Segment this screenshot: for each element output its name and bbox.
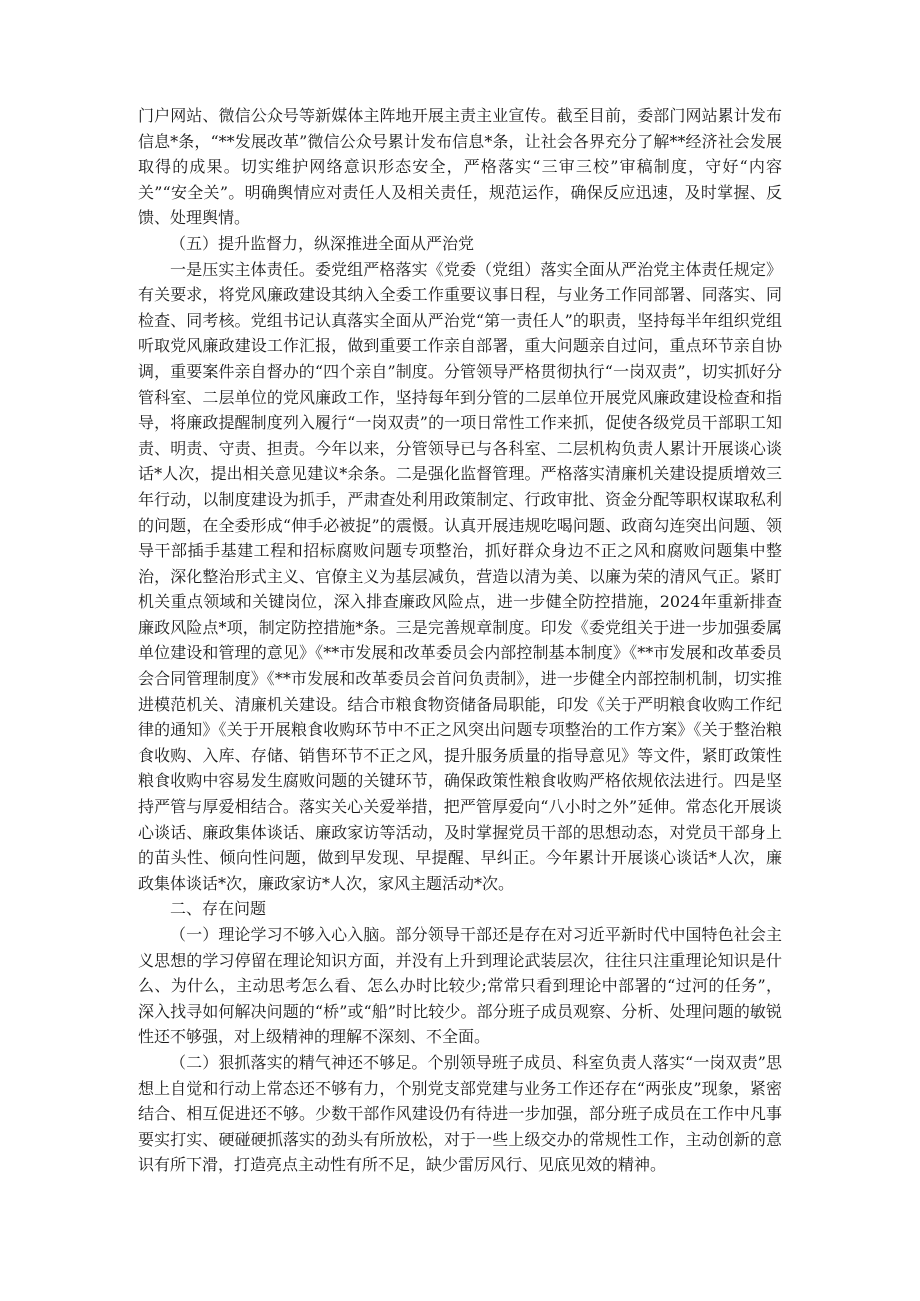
paragraph-problem-1 xyxy=(138,922,782,1050)
paragraph-supervision: 一是压实主体责任。委党组严格落实《党委（党组）落实全面从严治党主体责任规定》有关要求，将党风廉政建设其纳入全委工作重要议事日程，与业务工作同部署、同落实、同检查、同考核。党组书记认真落实全面从严治党“第一责任人”的职责，坚持每半年组织党组听取党风廉政建设工作汇报，做到重要工作亲自部署，重大问题亲自过问，重点环节亲自协调，重要案件亲自督办的“四个亲自”制度。分管领导严格贯彻执行“一岗双责”，切实抓好分管科室、二层单位的党风廉政工作，坚持每年到分管的二层单位开展党风廉政建设检查和指导，将廉政提醒制度列入履行“一岗双责”的一项日常性工作来抓，促使各级党员干部职工知责、明责、守责、担责。今年以来，分管领导已与各科室、二层机构负责人累计开展谈心谈话*人次，提出相关意见建议*余条。二是强化监督管理。严格落实清廉机关建设提质增效三年行动，以制度建设为抓手，严肃查处利用政策制定、行政审批、资金分配等职权谋取私利的问题，在全委形成“伸手必被捉”的震慑。认真开展违规吃喝问题、政商勾连突出问题、领导干部插手基建工程和招标腐败问题专项整治，抓好群众身边不正之风和腐败问题集中整治，深化整治形式主义、官僚主义为基层减负，营造以清为美、以廉为荣的清风气正。紧盯机关重点领域和关键岗位，深入排查廉政风险点，进一步健全防控措施，2024年重新排查廉政风险点*项，制定防控措施*条。三是完善规章制度。印发《委党组关于进一步加强委属单位建设和管理的意见》《**市发展和改革委员会内部控制基本制度》《**市发展和改革委员会合同管理制度》《**市发展和改革委员会首问负责制》，进一步健全内部控制机制，切实推进模范机关、清廉机关建设。结合市粮食物资储备局职能，印发《关于严明粮食收购工作纪律的通知》《关于开展粮食收购环节中不正之风突出问题专项整治的工作方案》《关于整治粮食收购、入库、存储、销售环节不正之风，提升服务质量的指导意见》等文件，紧盯政策性粮食收购中容易发生腐败问题的关键环节，确保政策性粮食收购严格依规依法进行。四是坚持严管与厚爱相结合。落实关心关爱举措，把严管厚爱向“八小时之外”延伸。常态化开展谈心谈话、廉政集体谈话、廉政家访等活动，及时掌握党员干部的思想动态，对党员干部身上的苗头性、倾向性问题，做到早发现、早提醒、早纠正。今年累计开展谈心谈话*人次，廉政集体谈话*次，廉政家访*人次，家风主题活动*次。 xyxy=(138,259,782,893)
heading-problem-2: （二）狠抓落实的精气神还不够足。 xyxy=(170,1052,428,1072)
heading-existing-problems: 二、存在问题 xyxy=(170,899,267,919)
text-problem-1: 部分领导干部还是存在对习近平新时代中国特色社会主义思想的学习停留在理论知识方面，并没有上升到理论武装层次，往往只注重理论知识是什么、为什么，主动思考怎么看、怎么办时比较少;常常只看到理论中部署的“过河的任务”，深入找寻如何解决问题的“桥”或“船”时比较少。部分班子成员观察、分析、处理问题的敏锐性还不够强，对上级精神的理解不深刻、不全面。 xyxy=(138,925,782,1047)
paragraph-intro: 门户网站、微信公众号等新媒体主阵地开展主责主业宣传。截至目前，委部门网站累计发布信息*条，“**发展改革”微信公众号累计发布信息*条，让社会各界充分了解**经济社会发展取得的成果。切实维护网络意识形态安全，严格落实“三审三校”审稿制度，守好“内容关”“安全关”。明确舆情应对责任人及相关责任，规范运作，确保反应迅速，及时掌握、反馈、处理舆情。 xyxy=(138,106,782,228)
heading-problem-1: （一）理论学习不够入心入脑。 xyxy=(170,925,396,944)
heading-section-5: （五）提升监督力，纵深推进全面从严治党 xyxy=(170,233,475,253)
text-problem-2: 个别领导班子成员、科室负责人落实“一岗双责”思想上自觉和行动上常态还不够有力，个别党支部党建与业务工作还存在“两张皮”现象，紧密结合、相互促进还不够。少数干部作风建设仍有待进一步加强，部分班子成员在工作中凡事要实打实、硬碰硬抓落实的劲头有所放松，对于一些上级交办的常规性工作，主动创新的意识有所下滑，打造亮点主动性有所不足，缺少雷厉风行、见底见效的精神。 xyxy=(138,1052,782,1175)
paragraph-problem-2 xyxy=(138,1050,782,1178)
document-page xyxy=(138,103,782,1178)
